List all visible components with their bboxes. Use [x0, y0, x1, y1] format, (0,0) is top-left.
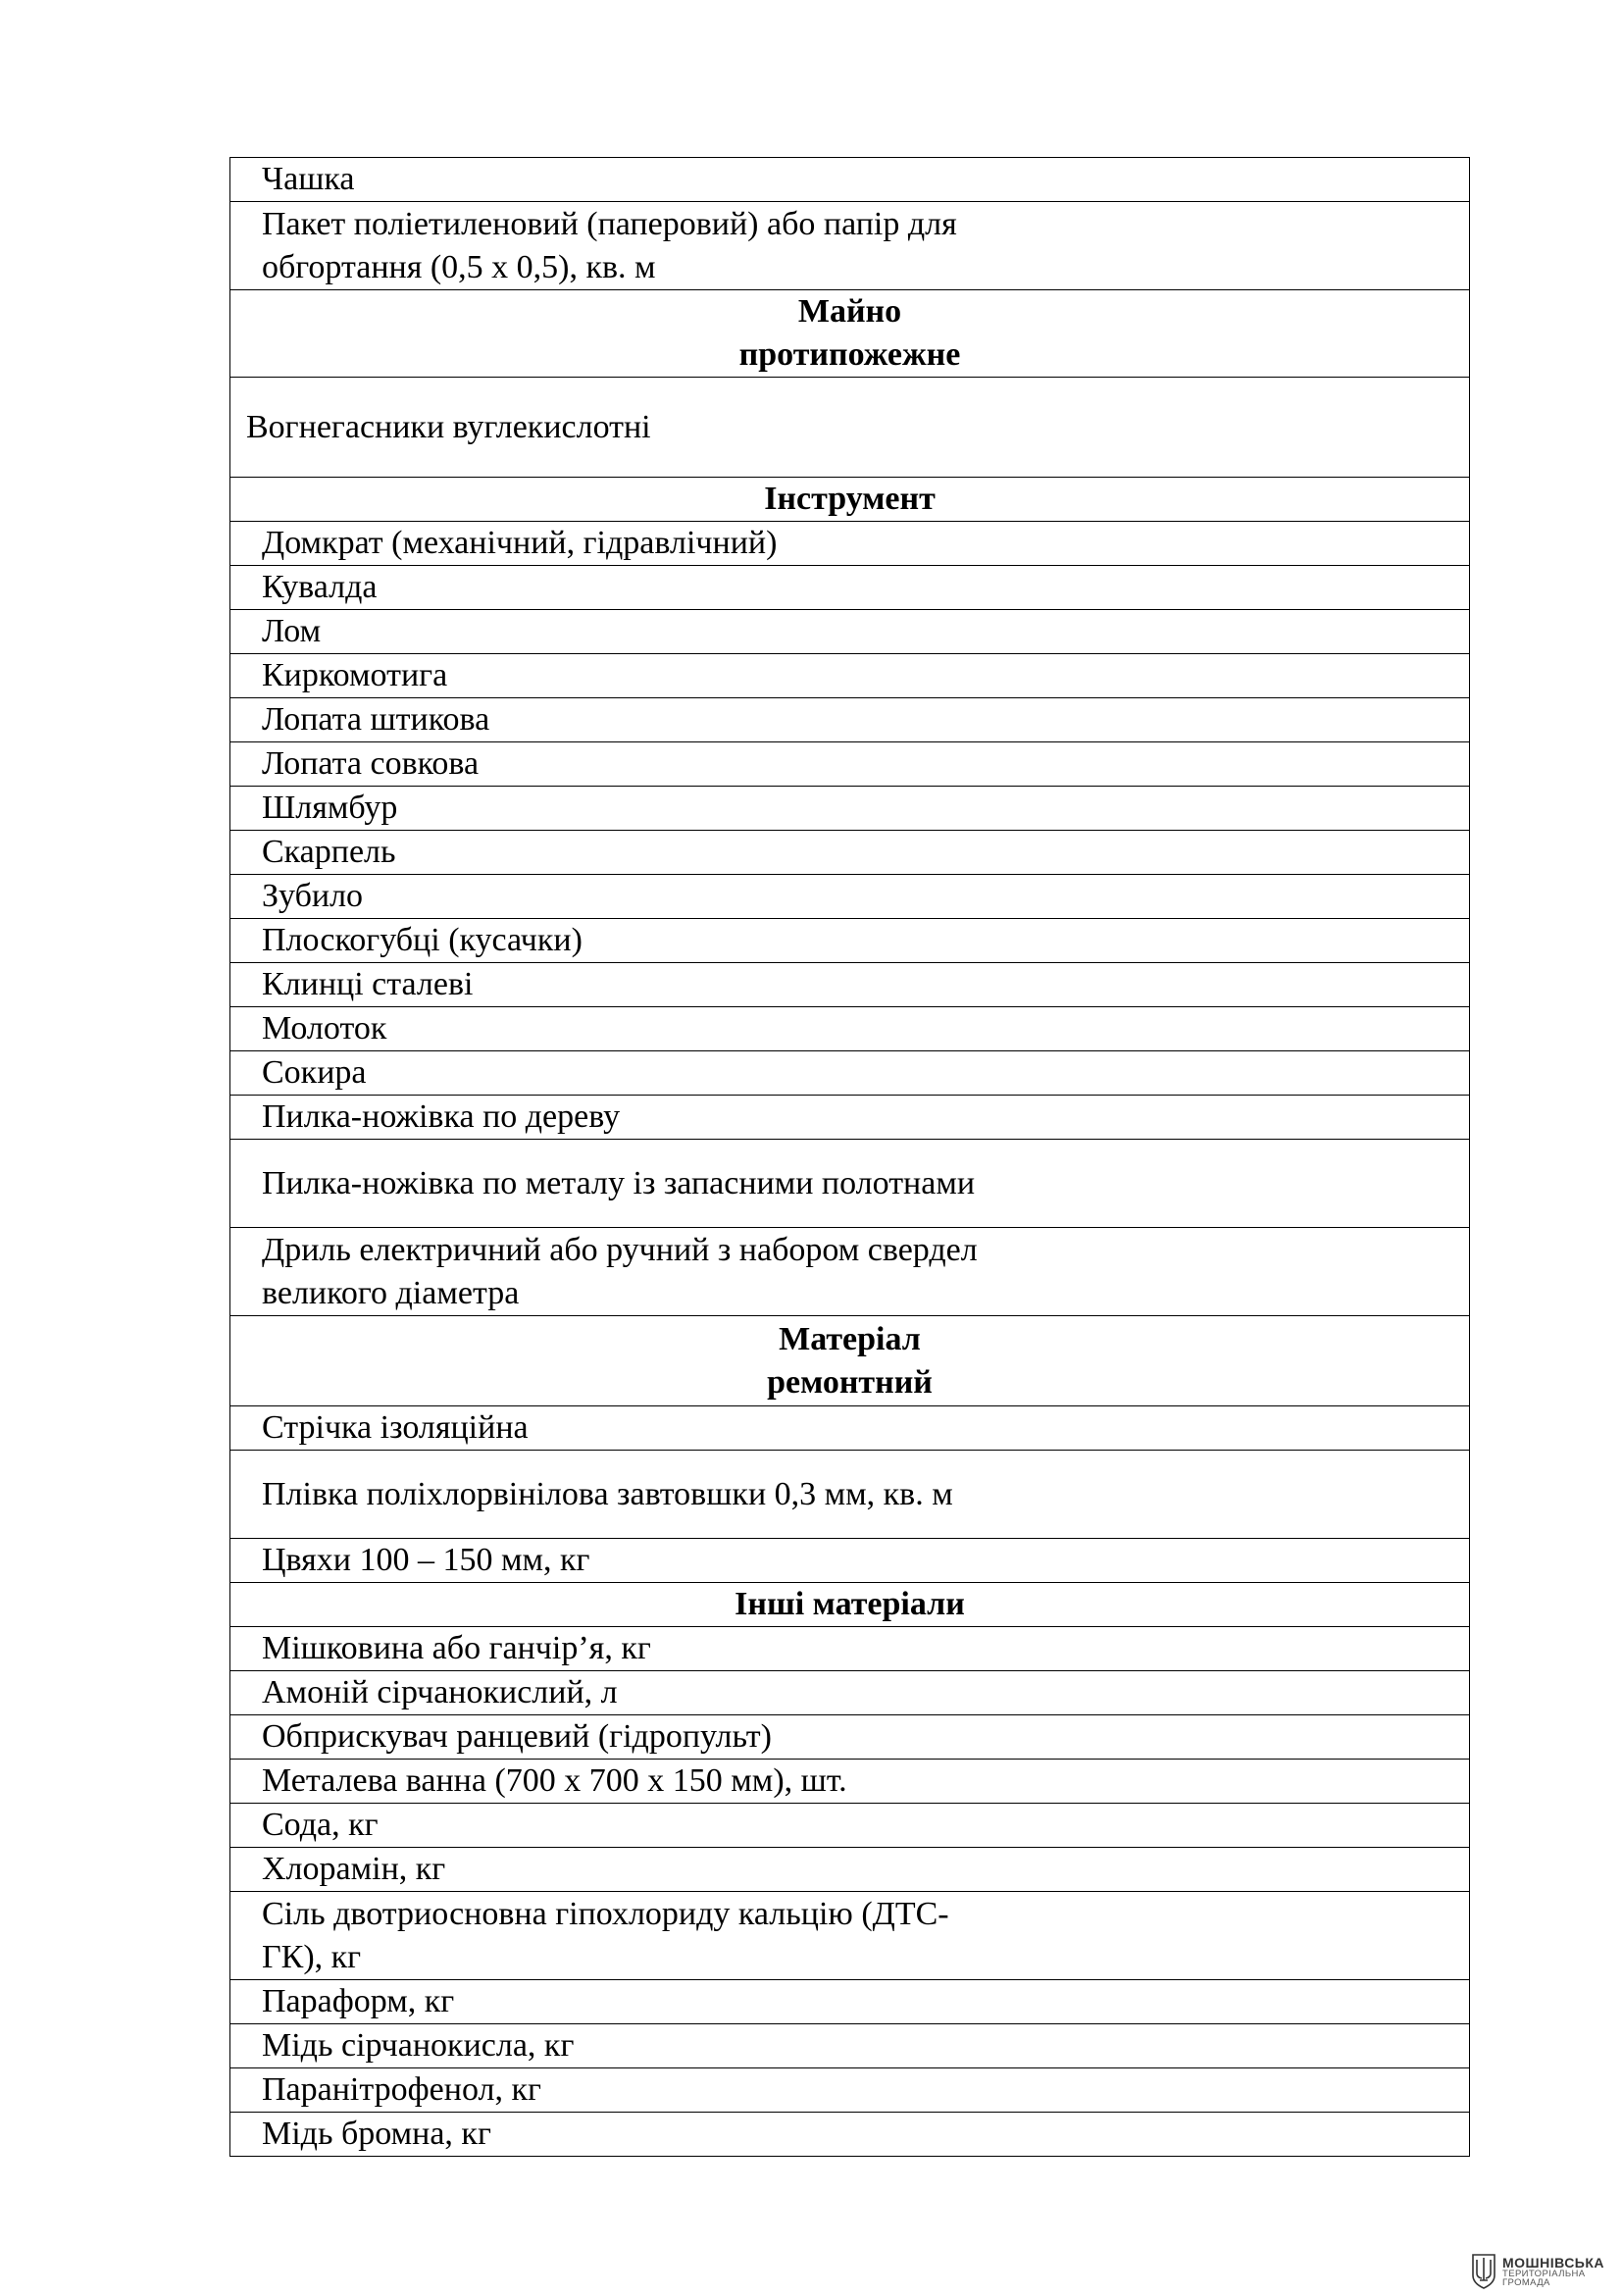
item-cell: Пилка-ножівка по металу із запасними полотнами: [230, 1140, 1470, 1228]
table-row: [230, 654, 1470, 698]
section-header-line: ремонтний: [767, 1363, 933, 1401]
section-header: [230, 290, 1470, 378]
item-cell: Лопата штикова: [230, 698, 1470, 742]
table-row: [230, 831, 1470, 875]
table-row: [230, 1892, 1470, 1980]
item-cell: Скарпель: [230, 831, 1470, 875]
table-row: [230, 522, 1470, 566]
logo-subtitle: ГРОМАДА: [1502, 2277, 1550, 2288]
item-cell: Амоній сірчанокислий, л: [230, 1671, 1470, 1715]
item-cell: Кувалда: [230, 566, 1470, 610]
section-header-row: [230, 1583, 1470, 1627]
table-row: [230, 1848, 1470, 1892]
table-row: [230, 2068, 1470, 2113]
inventory-table: [229, 157, 1470, 2157]
table-row: [230, 1627, 1470, 1671]
table-row: [230, 1760, 1470, 1804]
item-cell: Плоскогубці (кусачки): [230, 919, 1470, 963]
table-row: [230, 742, 1470, 787]
item-cell: Шлямбур: [230, 787, 1470, 831]
table-row: [230, 1228, 1470, 1316]
section-header-line: Майно: [797, 293, 902, 330]
item-cell: Лопата совкова: [230, 742, 1470, 787]
section-header: [230, 1316, 1470, 1406]
table-row: [230, 1096, 1470, 1140]
logo-title: МОШНІВСЬКА: [1502, 2254, 1605, 2270]
table-row: [230, 566, 1470, 610]
section-header: Інші матеріали: [230, 1583, 1470, 1627]
table-row: [230, 1671, 1470, 1715]
table-row: [230, 1451, 1470, 1539]
item-cell: Обприскувач ранцевий (гідропульт): [230, 1715, 1470, 1760]
item-cell: Чашка: [230, 158, 1470, 202]
table-row: [230, 1804, 1470, 1848]
item-cell: Мідь бромна, кг: [230, 2113, 1470, 2157]
item-cell: Зубило: [230, 875, 1470, 919]
item-cell: Вогнегасники вуглекислотні: [230, 378, 1470, 478]
item-cell: Мідь сірчанокисла, кг: [230, 2024, 1470, 2068]
table-row: [230, 610, 1470, 654]
section-header-row: [230, 478, 1470, 522]
section-header-row: [230, 290, 1470, 378]
table-row: [230, 963, 1470, 1007]
item-cell: Мішковина або ганчір’я, кг: [230, 1627, 1470, 1671]
table-row: [230, 875, 1470, 919]
item-cell: Металева ванна (700 х 700 х 150 мм), шт.: [230, 1760, 1470, 1804]
logo-subtitle: ТЕРИТОРІАЛЬНА: [1502, 2268, 1586, 2279]
item-cell: Паранітрофенол, кг: [230, 2068, 1470, 2113]
section-header-line: Матеріал: [779, 1320, 921, 1357]
item-cell: Стрічка ізоляційна: [230, 1406, 1470, 1451]
table-row: [230, 919, 1470, 963]
table-row: [230, 378, 1470, 478]
item-cell: Сокира: [230, 1051, 1470, 1096]
community-logo: [1471, 2254, 1604, 2289]
item-cell: Лом: [230, 610, 1470, 654]
item-cell: Сода, кг: [230, 1804, 1470, 1848]
item-cell: Цвяхи 100 – 150 мм, кг: [230, 1539, 1470, 1583]
section-header-row: [230, 1316, 1470, 1406]
item-cell: Плівка поліхлорвінілова завтовшки 0,3 мм, кв. м: [230, 1451, 1470, 1539]
table-row: [230, 1051, 1470, 1096]
table-row: [230, 158, 1470, 202]
item-cell: Дриль електричний або ручний з набором свердел великого діаметра: [230, 1228, 1470, 1316]
section-header: Інструмент: [230, 478, 1470, 522]
table-row: [230, 1539, 1470, 1583]
item-cell: Пакет поліетиленовий (паперовий) або папір для обгортання (0,5 х 0,5), кв. м: [230, 202, 1470, 290]
table-row: [230, 1980, 1470, 2024]
trident-emblem-icon: [1471, 2254, 1496, 2289]
table-row: [230, 2024, 1470, 2068]
table-row: [230, 1406, 1470, 1451]
item-cell: Домкрат (механічний, гідравлічний): [230, 522, 1470, 566]
table-row: [230, 202, 1470, 290]
item-cell: Киркомотига: [230, 654, 1470, 698]
table-row: [230, 1715, 1470, 1760]
item-cell: Хлорамін, кг: [230, 1848, 1470, 1892]
item-cell: Молоток: [230, 1007, 1470, 1051]
logo-text: [1502, 2256, 1604, 2288]
section-header-line: протипожежне: [738, 336, 961, 373]
table-row: [230, 1007, 1470, 1051]
item-cell: Клинці сталеві: [230, 963, 1470, 1007]
table-row: [230, 698, 1470, 742]
item-cell: Пилка-ножівка по дереву: [230, 1096, 1470, 1140]
table-row: [230, 2113, 1470, 2157]
table-row: [230, 787, 1470, 831]
item-cell: Сіль двотриосновна гіпохлориду кальцію (ДТС-ГК), кг: [230, 1892, 1470, 1980]
item-cell: Параформ, кг: [230, 1980, 1470, 2024]
table-row: [230, 1140, 1470, 1228]
